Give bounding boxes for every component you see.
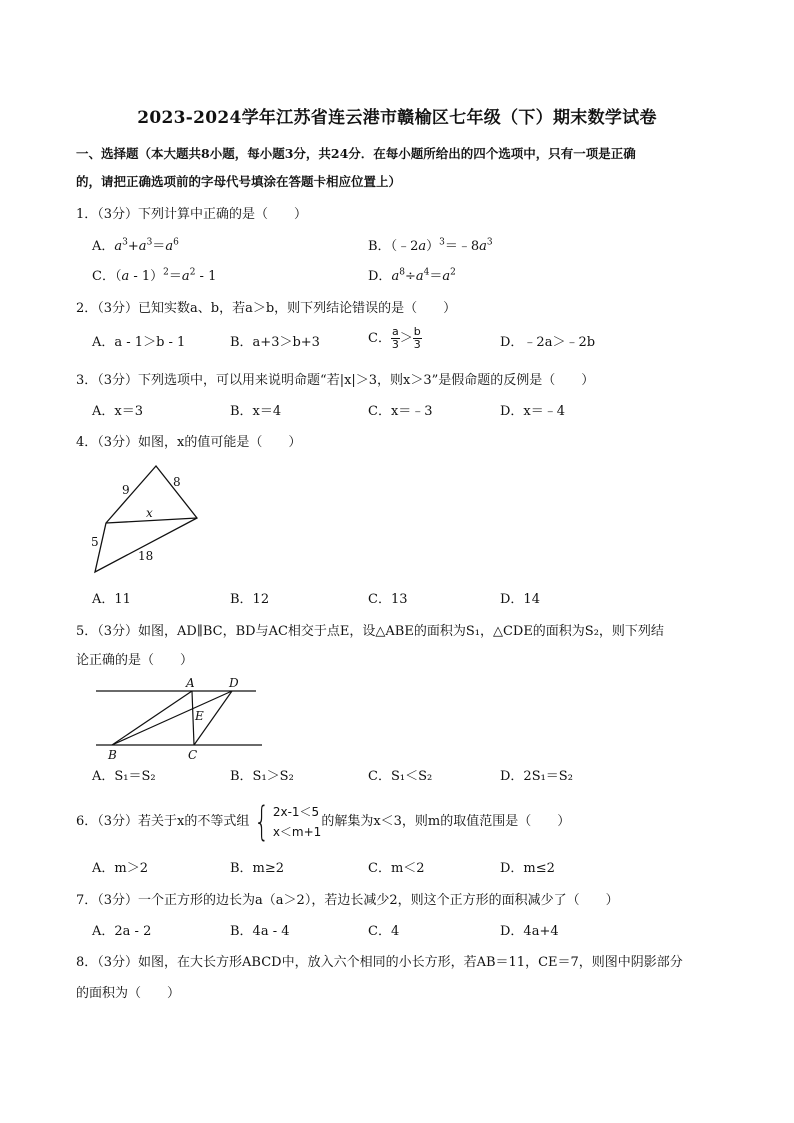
- q3-option-c: C．x＝﹣3: [368, 404, 433, 419]
- q7-option-d: D．4a+4: [500, 924, 559, 939]
- q5-parallel-lines-figure: [92, 675, 262, 765]
- q1-option-d: D．$a^8\div a^4=a^2$: [368, 267, 456, 284]
- question-8-stem-line-2: 的面积为（ ）: [76, 986, 181, 1001]
- q4-option-c: C．13: [368, 592, 408, 607]
- q3-option-d: D．x＝﹣4: [500, 404, 566, 419]
- q6-option-d: D．m≤2: [500, 861, 555, 876]
- section-line-2: 的，请把正确选项前的字母代号填涂在答题卡相应位置上）: [76, 174, 402, 189]
- q5-option-d: D．2S₁＝S₂: [500, 769, 573, 784]
- section-line-1: 一、选择题（本大题共8小题，每小题3分，共24分．在每小题所给出的四个选项中，只有一项是正确: [76, 146, 636, 161]
- inequality-line-1: 2x-1＜5: [272, 804, 320, 819]
- inequality-system: { 2x-1＜5 x＜m+1: [254, 798, 322, 845]
- q4-option-b: B．12: [230, 592, 270, 607]
- q4-label-5: 5: [91, 535, 99, 549]
- q5-point-b: B: [108, 748, 117, 762]
- question-8-stem-line-1: 8．（3分）如图，在大长方形ABCD中，放入六个相同的小长方形，若AB＝11，CE＝7，则图中阴影部分: [76, 955, 683, 970]
- q5-point-a: A: [186, 676, 195, 690]
- fraction-a-over-3: $\frac{a}{3}$: [391, 325, 399, 351]
- q5-point-e: E: [195, 709, 204, 723]
- q2-option-d: D．﹣2a＞﹣2b: [500, 335, 596, 350]
- q5-segment-bd: [112, 691, 232, 745]
- q5-option-b: B．S₁＞S₂: [230, 769, 294, 784]
- question-4-stem: 4．（3分）如图，x的值可能是（ ）: [76, 435, 302, 450]
- question-7-stem: 7．（3分）一个正方形的边长为a（a＞2），若边长减少2，则这个正方形的面积减少了（ ）: [76, 893, 619, 908]
- q7-option-b: B．4a - 4: [230, 924, 290, 939]
- q3-option-a: A．x＝3: [92, 404, 143, 419]
- q3-option-b: B．x＝4: [230, 404, 282, 419]
- q4-option-d: D．14: [500, 592, 540, 607]
- q2-option-b: B．a+3＞b+3: [230, 335, 320, 350]
- q6-option-a: A．m＞2: [92, 861, 148, 876]
- q5-point-d: D: [229, 676, 239, 690]
- q7-option-c: C．4: [368, 924, 400, 939]
- question-5-stem-line-2: 论正确的是（ ）: [76, 653, 194, 668]
- q6-option-c: C．m＜2: [368, 861, 425, 876]
- q1-option-b: B．$(﹣2a)^3=﹣8a^3$: [368, 237, 493, 254]
- q4-label-8: 8: [173, 475, 181, 489]
- q4-label-18: 18: [138, 549, 154, 563]
- question-1-stem: 1．（3分）下列计算中正确的是（ ）: [76, 207, 308, 222]
- question-3-stem: 3．（3分）下列选项中，可以用来说明命题“若|x|＞3，则x＞3”是假命题的反例是（ ）: [76, 373, 595, 388]
- q2-option-a: A．a - 1＞b - 1: [92, 335, 186, 350]
- q4-label-x: x: [146, 506, 153, 520]
- q4-label-9: 9: [122, 483, 130, 497]
- fraction-b-over-3: $\frac{b}{3}$: [413, 325, 421, 351]
- question-5-stem-line-1: 5．（3分）如图，AD∥BC，BD与AC相交于点E，设△ABE的面积为S₁，△CDE的面积为S₂，则下列结: [76, 624, 664, 639]
- q6-option-b: B．m≥2: [230, 861, 285, 876]
- q2-option-c: C． $\frac{a}{3}$ ＞ $\frac{b}{3}$: [368, 325, 421, 351]
- q4-triangle-figure: [84, 462, 214, 580]
- q5-segment-ac: [192, 691, 194, 745]
- q1-option-a: A．$a^3+a^3=a^6$: [92, 237, 179, 254]
- question-6-stem: 6．（3分）若关于x的不等式组 { 2x-1＜5 x＜m+1 的解集为x＜3，则m的取值范围是（ ）: [76, 798, 571, 845]
- inequality-line-2: x＜m+1: [272, 824, 322, 839]
- q5-option-a: A．S₁＝S₂: [92, 769, 156, 784]
- page-title: 2023-2024学年江苏省连云港市赣榆区七年级（下）期末数学试卷: [137, 108, 657, 128]
- question-2-stem: 2．（3分）已知实数a、b，若a＞b，则下列结论错误的是（ ）: [76, 301, 457, 316]
- q5-option-c: C．S₁＜S₂: [368, 769, 433, 784]
- q4-option-a: A．11: [92, 592, 131, 607]
- q5-point-c: C: [188, 748, 198, 762]
- q1-option-c: C．$(a - 1)^2=a^2 - 1$: [92, 267, 217, 284]
- q5-segment-ab: [112, 691, 192, 745]
- section-heading: [76, 140, 724, 196]
- q7-option-a: A．2a - 2: [92, 924, 152, 939]
